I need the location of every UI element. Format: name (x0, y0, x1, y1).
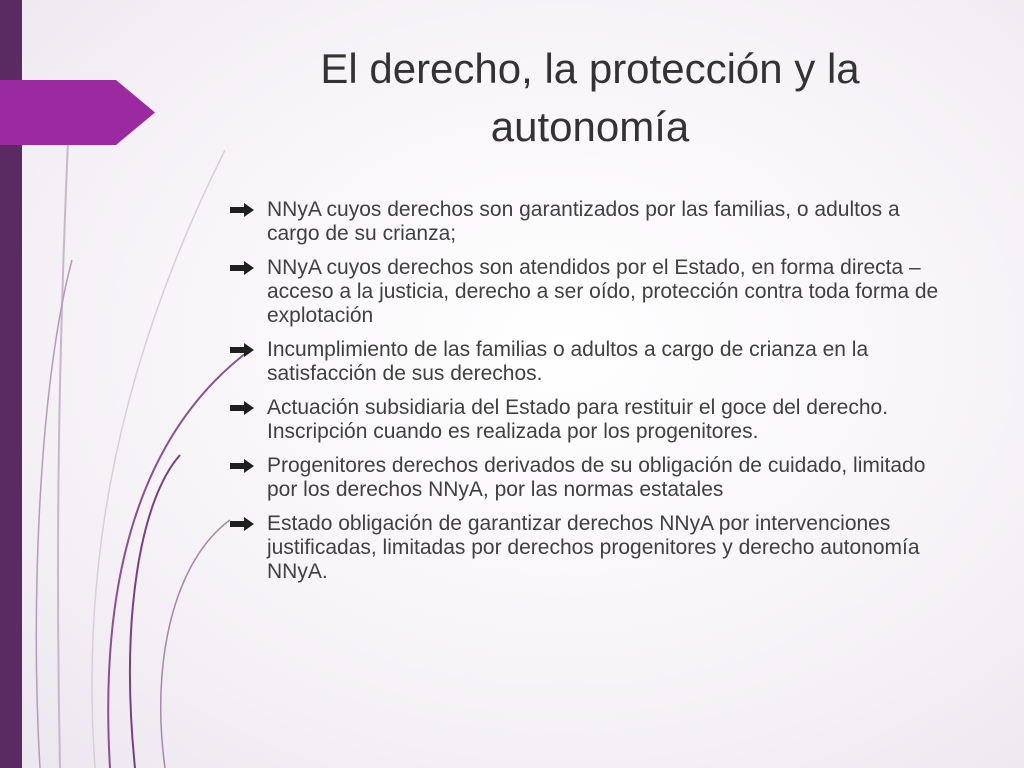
right-arrow-icon (230, 459, 254, 473)
bullet-text: NNyA cuyos derechos son garantizados por las familias, o adultos a cargo de su crianza; (267, 198, 900, 245)
bullet-item (230, 256, 950, 328)
slide-title (270, 40, 910, 156)
bullet-item (230, 198, 950, 246)
right-arrow-icon (230, 261, 254, 275)
bullet-item (230, 454, 950, 502)
bullet-item (230, 396, 950, 444)
bullet-text: Actuación subsidiaria del Estado para restituir el goce del derecho. Inscripción cuando es realizada por los progenitores. (267, 396, 889, 443)
right-arrow-icon (230, 517, 254, 531)
title-line-1: El derecho, la protección y la (320, 45, 860, 92)
right-arrow-icon (230, 343, 254, 357)
right-arrow-icon (230, 203, 254, 217)
right-arrow-icon (230, 401, 254, 415)
bullet-text: Incumplimiento de las familias o adultos a cargo de crianza en la satisfacción de sus derechos. (267, 338, 869, 385)
title-line-2: autonomía (490, 103, 690, 150)
bullet-text: Estado obligación de garantizar derechos NNyA por intervenciones justificadas, limitadas por derechos progenitores y derecho autonomía NNyA. (267, 512, 920, 583)
bullet-item (230, 338, 950, 386)
bullet-text: NNyA cuyos derechos son atendidos por el Estado, en forma directa – acceso a la justicia, derecho a ser oído, protección contra toda forma de explotación (267, 256, 939, 327)
bullet-text: Progenitores derechos derivados de su obligación de cuidado, limitado por los derechos NNyA, por las normas estatales (267, 454, 926, 501)
bullet-item (230, 512, 950, 584)
bullet-list (230, 198, 950, 594)
